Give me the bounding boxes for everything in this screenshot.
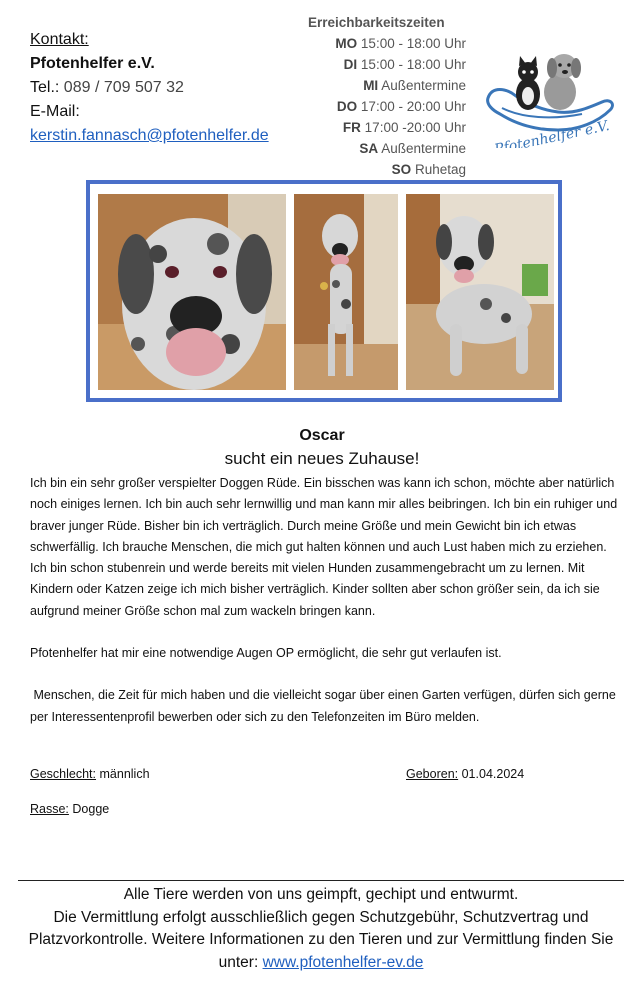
hours-time: 17:00 - 20:00 Uhr bbox=[360, 99, 466, 114]
gender-label: Geschlecht: bbox=[30, 767, 97, 781]
footer-line-1: Alle Tiere werden von uns geimpft, gechipt und entwurmt. bbox=[123, 886, 519, 903]
hours-row bbox=[290, 138, 466, 159]
footer-line-2 bbox=[18, 907, 624, 975]
hours-row bbox=[290, 33, 466, 54]
photo-gallery bbox=[86, 180, 562, 402]
hours-row bbox=[290, 75, 466, 96]
gender-value: männlich bbox=[99, 767, 150, 781]
hours-day: MI bbox=[363, 78, 379, 93]
hours-row bbox=[290, 96, 466, 117]
email-label: E-Mail: bbox=[30, 103, 80, 120]
pfotenhelfer-logo bbox=[482, 38, 618, 148]
hours-time: 15:00 - 18:00 Uhr bbox=[360, 57, 466, 72]
hours-day: SA bbox=[359, 141, 379, 156]
footer-info-text: Die Vermittlung erfolgt ausschließlich gegen Schutzgebühr, Schutzvertrag und Platzvorkontrolle. Weitere Informationen zu den Tieren und zur Vermittlung finden Sie unter: bbox=[28, 908, 614, 971]
hours-day: MO bbox=[335, 36, 358, 51]
hours-time: Ruhetag bbox=[414, 162, 466, 177]
gender-row bbox=[30, 767, 150, 781]
dog-description bbox=[30, 473, 622, 749]
phone-line bbox=[30, 76, 269, 100]
born-row bbox=[406, 767, 524, 781]
cat-dog-hand-logo-icon bbox=[482, 38, 618, 148]
hours-day: DI bbox=[343, 57, 358, 72]
footer bbox=[18, 884, 624, 974]
hours-time: Außentermine bbox=[381, 78, 466, 93]
hours-time: 17:00 -20:00 Uhr bbox=[364, 120, 466, 135]
breed-label: Rasse: bbox=[30, 802, 69, 816]
email-link[interactable]: kerstin.fannasch@pfotenhelfer.de bbox=[30, 127, 269, 144]
hours-day: FR bbox=[342, 120, 361, 135]
born-value: 01.04.2024 bbox=[461, 767, 525, 781]
hours-day: SO bbox=[391, 162, 412, 177]
footer-divider bbox=[18, 880, 624, 881]
dog-photo-standing bbox=[294, 194, 398, 390]
dog-headline: sucht ein neues Zuhause! bbox=[224, 449, 420, 468]
born-label: Geboren: bbox=[406, 767, 459, 781]
breed-value: Dogge bbox=[72, 802, 110, 816]
description-paragraph: Pfotenhelfer hat mir eine notwendige Augen OP ermöglicht, die sehr gut verlaufen ist. bbox=[30, 646, 502, 661]
hours-time: Außentermine bbox=[381, 141, 466, 156]
dog-photo-lying bbox=[406, 194, 554, 390]
availability-hours bbox=[290, 12, 466, 180]
dog-photo-closeup bbox=[98, 194, 286, 390]
phone-label: Tel.: bbox=[30, 79, 60, 96]
description-paragraph: Menschen, die Zeit für mich haben und die vielleicht sogar über einen Garten verfügen, dürfen sich gerne per Interessentenprofil bewerben oder sich zu den Telefonzeiten im Büro melden. bbox=[30, 688, 620, 724]
hours-day: DO bbox=[336, 99, 358, 114]
org-name: Pfotenhelfer e.V. bbox=[30, 55, 155, 72]
breed-row bbox=[30, 802, 109, 816]
description-paragraph: Ich bin ein sehr großer verspielter Doggen Rüde. Ein bisschen was kann ich schon, möchte aber natürlich noch einiges lernen. Ich bin auch sehr lernwillig und man kann mir alles beibringen. Ich bin ein ruhiger und braver junger Rüde. Bisher bin ich verträglich. Durch meine Größe und mein Gewicht bin ich etwas schwerfällig. Ich brauche Menschen, die mich gut halten können und auch Lust haben mich zu erziehen. Ich bin schon stubenrein und werde bereits mit vielen Hunden zusammengebracht um zu lernen. Mit Kindern oder Katzen zeige ich mich bisher verträglich. Kinder sollten aber schon größer sein, da ich sie aufgrund meiner Größe schon mal zum wackeln bringen kann. bbox=[30, 476, 618, 618]
phone-number: 089 / 709 507 32 bbox=[63, 79, 184, 96]
logo-text: Pfotenhelfer e.V. bbox=[493, 117, 611, 148]
contact-block bbox=[30, 28, 269, 148]
website-link[interactable]: www.pfotenhelfer-ev.de bbox=[262, 953, 424, 971]
dog-name: Oscar bbox=[299, 427, 345, 444]
hours-row bbox=[290, 117, 466, 138]
hours-row bbox=[290, 54, 466, 75]
hours-time: 15:00 - 18:00 Uhr bbox=[360, 36, 466, 51]
hours-title: Erreichbarkeitszeiten bbox=[308, 15, 445, 30]
hours-row bbox=[290, 159, 466, 180]
contact-heading: Kontakt: bbox=[30, 31, 89, 48]
